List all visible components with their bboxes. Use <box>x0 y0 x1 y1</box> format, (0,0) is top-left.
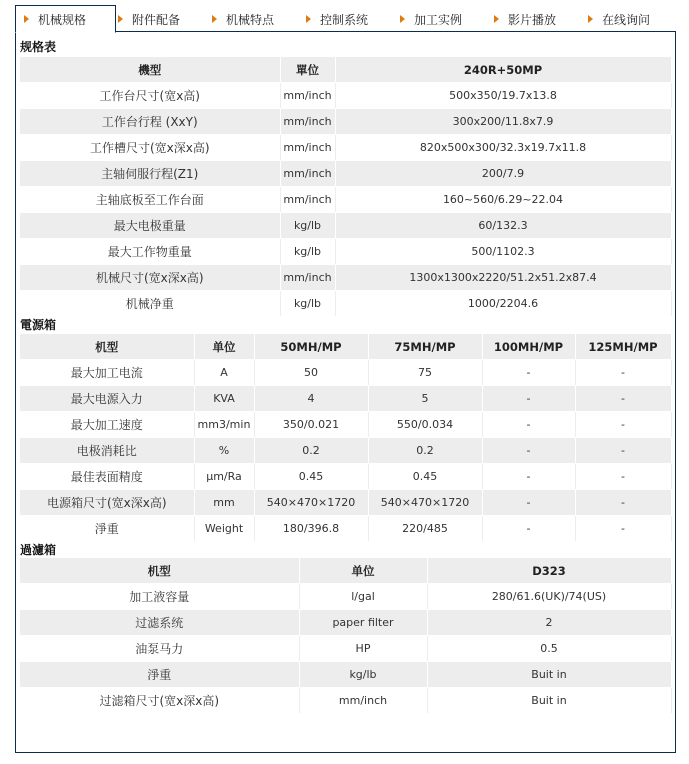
header-cell: 50MH/MP <box>254 334 368 360</box>
value-cell: - <box>575 412 671 438</box>
table-row <box>20 291 671 317</box>
row-label: 最佳表面精度 <box>20 464 194 490</box>
tab-inquiry[interactable] <box>588 6 650 32</box>
unit-cell: mm/inch <box>280 187 335 213</box>
tab-label: 机械特点 <box>226 12 275 27</box>
tab-video[interactable] <box>494 6 556 32</box>
row-label: 过滤系统 <box>20 610 299 636</box>
header-cell: 机型 <box>20 334 194 360</box>
table-row <box>20 438 671 464</box>
value-cell: - <box>482 360 575 386</box>
table-row <box>20 636 671 662</box>
filter-section-title: 過濾箱 <box>20 543 57 557</box>
value-cell: 1000/2204.6 <box>335 291 671 317</box>
tab-label: 加工实例 <box>414 12 463 27</box>
value-cell: - <box>482 490 575 516</box>
tab-arrow-icon <box>118 15 123 23</box>
value-cell: 540×470×1720 <box>254 490 368 516</box>
value-cell: 2 <box>427 610 671 636</box>
value-cell: - <box>482 464 575 490</box>
value-cell: - <box>575 386 671 412</box>
value-cell: 0.5 <box>427 636 671 662</box>
tab-features[interactable] <box>212 6 274 32</box>
tab-bar <box>15 0 676 32</box>
table-row <box>20 161 671 187</box>
value-cell: 75 <box>368 360 482 386</box>
table-row <box>20 135 671 161</box>
row-label: 最大电源入力 <box>20 386 194 412</box>
power-section-title: 電源箱 <box>20 318 57 332</box>
value-cell: - <box>575 490 671 516</box>
row-label: 电源箱尺寸(宽x深x高) <box>20 490 194 516</box>
unit-cell: mm/inch <box>299 688 427 714</box>
value-cell: - <box>575 360 671 386</box>
table-row <box>20 187 671 213</box>
unit-cell: mm/inch <box>280 265 335 291</box>
header-cell: 单位 <box>194 334 254 360</box>
spec-section-title: 规格表 <box>20 40 57 54</box>
row-label: 淨重 <box>20 662 299 688</box>
value-cell: 300x200/11.8x7.9 <box>335 109 671 135</box>
row-label: 工作台尺寸(宽x高) <box>20 83 280 109</box>
tab-accessories[interactable] <box>118 6 180 32</box>
row-label: 最大工作物重量 <box>20 239 280 265</box>
tab-arrow-icon <box>400 15 405 23</box>
unit-cell: kg/lb <box>280 291 335 317</box>
row-label: 工作台行程 (XxY) <box>20 109 280 135</box>
value-cell: 0.2 <box>368 438 482 464</box>
tab-label: 在线询问 <box>602 12 651 27</box>
value-cell: - <box>482 386 575 412</box>
table-row <box>20 610 671 636</box>
row-label: 机械净重 <box>20 291 280 317</box>
value-cell: 5 <box>368 386 482 412</box>
header-cell: 機型 <box>20 57 280 83</box>
power-table <box>20 334 672 542</box>
table-row <box>20 213 671 239</box>
unit-cell: paper filter <box>299 610 427 636</box>
row-label: 加工液容量 <box>20 584 299 610</box>
table-row <box>20 412 671 438</box>
row-label: 主轴伺服行程(Z1) <box>20 161 280 187</box>
table-row <box>20 584 671 610</box>
value-cell: - <box>575 464 671 490</box>
unit-cell: % <box>194 438 254 464</box>
value-cell: 50 <box>254 360 368 386</box>
table-row <box>20 265 671 291</box>
value-cell: 0.2 <box>254 438 368 464</box>
table-row <box>20 464 671 490</box>
tab-label: 附件配备 <box>132 12 181 27</box>
value-cell: 0.45 <box>254 464 368 490</box>
value-cell: 200/7.9 <box>335 161 671 187</box>
tab-arrow-icon <box>212 15 217 23</box>
table-header-row <box>20 334 671 360</box>
value-cell: 280/61.6(UK)/74(US) <box>427 584 671 610</box>
value-cell: 0.45 <box>368 464 482 490</box>
unit-cell: mm <box>194 490 254 516</box>
header-cell: 單位 <box>280 57 335 83</box>
value-cell: 4 <box>254 386 368 412</box>
header-cell: 100MH/MP <box>482 334 575 360</box>
tab-arrow-icon <box>24 15 29 23</box>
header-cell: D323 <box>427 558 671 584</box>
table-row <box>20 83 671 109</box>
tab-label: 机械规格 <box>38 12 87 27</box>
unit-cell: A <box>194 360 254 386</box>
header-cell: 75MH/MP <box>368 334 482 360</box>
row-label: 主轴底板至工作台面 <box>20 187 280 213</box>
row-label: 淨重 <box>20 516 194 542</box>
header-cell: 240R+50MP <box>335 57 671 83</box>
tab-arrow-icon <box>494 15 499 23</box>
value-cell: 160~560/6.29~22.04 <box>335 187 671 213</box>
value-cell: 500/1102.3 <box>335 239 671 265</box>
tab-label: 影片播放 <box>508 12 557 27</box>
row-label: 最大加工速度 <box>20 412 194 438</box>
tab-control-system[interactable] <box>306 6 368 32</box>
value-cell: 540×470×1720 <box>368 490 482 516</box>
value-cell: 820x500x300/32.3x19.7x11.8 <box>335 135 671 161</box>
row-label: 油泵马力 <box>20 636 299 662</box>
table-row <box>20 109 671 135</box>
row-label: 工作槽尺寸(宽x深x高) <box>20 135 280 161</box>
unit-cell: Weight <box>194 516 254 542</box>
row-label: 机械尺寸(宽x深x高) <box>20 265 280 291</box>
unit-cell: μm/Ra <box>194 464 254 490</box>
unit-cell: l/gal <box>299 584 427 610</box>
unit-cell: kg/lb <box>280 239 335 265</box>
value-cell: - <box>575 438 671 464</box>
value-cell: 550/0.034 <box>368 412 482 438</box>
tab-arrow-icon <box>588 15 593 23</box>
value-cell: 180/396.8 <box>254 516 368 542</box>
tab-arrow-icon <box>306 15 311 23</box>
tab-machine-spec[interactable] <box>15 5 116 33</box>
table-header-row <box>20 558 671 584</box>
table-row <box>20 386 671 412</box>
value-cell: - <box>482 516 575 542</box>
spec-table <box>20 57 672 317</box>
unit-cell: kg/lb <box>299 662 427 688</box>
header-cell: 机型 <box>20 558 299 584</box>
header-cell: 125MH/MP <box>575 334 671 360</box>
unit-cell: KVA <box>194 386 254 412</box>
value-cell: Buit in <box>427 662 671 688</box>
table-row <box>20 239 671 265</box>
unit-cell: mm/inch <box>280 161 335 187</box>
row-label: 过滤箱尺寸(宽x深x高) <box>20 688 299 714</box>
value-cell: - <box>575 516 671 542</box>
value-cell: - <box>482 438 575 464</box>
table-row <box>20 360 671 386</box>
unit-cell: HP <box>299 636 427 662</box>
table-row <box>20 516 671 542</box>
value-cell: 350/0.021 <box>254 412 368 438</box>
unit-cell: mm/inch <box>280 109 335 135</box>
tab-label: 控制系统 <box>320 12 369 27</box>
unit-cell: mm/inch <box>280 135 335 161</box>
row-label: 电极消耗比 <box>20 438 194 464</box>
table-row <box>20 490 671 516</box>
filter-table <box>20 558 672 714</box>
row-label: 最大加工电流 <box>20 360 194 386</box>
value-cell: 220/485 <box>368 516 482 542</box>
row-label: 最大电极重量 <box>20 213 280 239</box>
value-cell: 1300x1300x2220/51.2x51.2x87.4 <box>335 265 671 291</box>
unit-cell: kg/lb <box>280 213 335 239</box>
unit-cell: mm3/min <box>194 412 254 438</box>
value-cell: 60/132.3 <box>335 213 671 239</box>
unit-cell: mm/inch <box>280 83 335 109</box>
value-cell: Buit in <box>427 688 671 714</box>
table-header-row <box>20 57 671 83</box>
value-cell: 500x350/19.7x13.8 <box>335 83 671 109</box>
value-cell: - <box>482 412 575 438</box>
header-cell: 单位 <box>299 558 427 584</box>
table-row <box>20 662 671 688</box>
table-row <box>20 688 671 714</box>
tab-examples[interactable] <box>400 6 462 32</box>
